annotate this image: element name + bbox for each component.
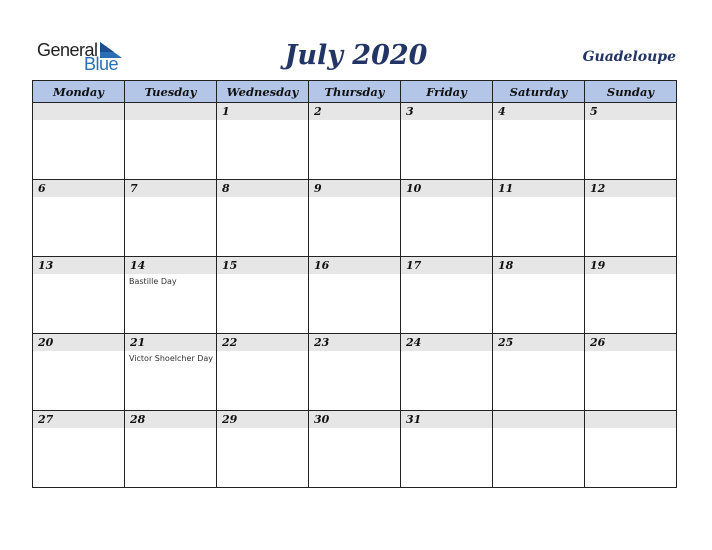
day-number-band: [125, 411, 216, 428]
day-cell: [217, 103, 309, 180]
day-cell: [401, 180, 493, 257]
day-cell: [309, 334, 401, 411]
day-number-band: [401, 334, 492, 351]
day-cell: [217, 180, 309, 257]
day-number-band: [585, 411, 676, 428]
day-cell: [33, 103, 125, 180]
day-cell: [125, 411, 217, 488]
day-number: 27: [38, 413, 54, 426]
day-cell: [125, 180, 217, 257]
day-cell: [585, 334, 677, 411]
day-number-band: [585, 103, 676, 120]
day-cell: [125, 103, 217, 180]
week-row: [33, 257, 677, 334]
week-row: [33, 334, 677, 411]
day-number: 8: [222, 182, 230, 195]
day-number: 20: [38, 336, 54, 349]
day-number: 31: [406, 413, 422, 426]
day-number: 3: [406, 105, 414, 118]
week-row: [33, 103, 677, 180]
day-cell: [585, 180, 677, 257]
weekday-header: Monday: [33, 81, 125, 103]
day-number: 17: [406, 259, 422, 272]
day-number-band: [309, 411, 400, 428]
day-number-band: [125, 334, 216, 351]
day-cell: [585, 257, 677, 334]
day-cell: [125, 257, 217, 334]
day-cell: [309, 257, 401, 334]
day-number: 15: [222, 259, 238, 272]
day-number-band: [585, 334, 676, 351]
day-number: 18: [498, 259, 514, 272]
weekday-header: Thursday: [309, 81, 401, 103]
weekday-header: Friday: [401, 81, 493, 103]
day-number-band: [125, 103, 216, 120]
holiday-label: Bastille Day: [129, 277, 177, 286]
day-number-band: [217, 103, 308, 120]
day-number: 6: [38, 182, 46, 195]
day-cell: [401, 257, 493, 334]
day-cell: [493, 180, 585, 257]
day-number-band: [33, 180, 124, 197]
logo-word-general: General: [37, 40, 98, 60]
day-number-band: [585, 257, 676, 274]
day-cell: [33, 411, 125, 488]
day-number-band: [309, 103, 400, 120]
day-cell: [217, 334, 309, 411]
weekday-header: Saturday: [493, 81, 585, 103]
day-number: 22: [222, 336, 238, 349]
day-cell: [493, 257, 585, 334]
day-cell: [33, 257, 125, 334]
day-cell: [401, 103, 493, 180]
day-cell: [585, 411, 677, 488]
day-number: 13: [38, 259, 54, 272]
day-cell: [125, 334, 217, 411]
day-number-band: [217, 180, 308, 197]
day-number: 24: [406, 336, 422, 349]
week-row: [33, 180, 677, 257]
day-cell: [309, 103, 401, 180]
weekday-header: Tuesday: [125, 81, 217, 103]
day-number: 16: [314, 259, 330, 272]
day-number-band: [493, 180, 584, 197]
day-number: 19: [590, 259, 606, 272]
day-number-band: [401, 257, 492, 274]
day-number-band: [493, 411, 584, 428]
day-number: 9: [314, 182, 322, 195]
day-cell: [493, 334, 585, 411]
day-number: 5: [590, 105, 598, 118]
day-cell: [493, 411, 585, 488]
day-cell: [401, 334, 493, 411]
day-cell: [401, 411, 493, 488]
day-number-band: [125, 180, 216, 197]
day-number-band: [309, 334, 400, 351]
day-number-band: [493, 257, 584, 274]
holiday-label: Victor Shoelcher Day: [129, 354, 213, 363]
day-number-band: [401, 180, 492, 197]
day-number-band: [401, 103, 492, 120]
day-number-band: [33, 103, 124, 120]
logo-word-blue: Blue: [84, 54, 119, 74]
day-number-band: [401, 411, 492, 428]
day-number-band: [217, 334, 308, 351]
day-cell: [493, 103, 585, 180]
day-number-band: [309, 180, 400, 197]
day-number: 4: [498, 105, 506, 118]
day-cell: [217, 257, 309, 334]
day-number: 10: [406, 182, 422, 195]
day-cell: [33, 334, 125, 411]
day-number: 7: [130, 182, 138, 195]
page-title: July 2020: [284, 40, 428, 71]
country-name: Guadeloupe: [582, 49, 676, 65]
weekday-header-row: [33, 81, 677, 103]
day-number-band: [217, 257, 308, 274]
day-number-band: [125, 257, 216, 274]
weekday-header: Wednesday: [217, 81, 309, 103]
day-number: 14: [130, 259, 146, 272]
day-number: 2: [314, 105, 322, 118]
week-row: [33, 411, 677, 488]
day-cell: [309, 411, 401, 488]
day-number: 30: [314, 413, 330, 426]
day-cell: [309, 180, 401, 257]
day-cell: [33, 180, 125, 257]
day-number: 29: [222, 413, 238, 426]
day-number: 11: [498, 182, 514, 195]
day-number: 25: [498, 336, 514, 349]
day-number: 23: [314, 336, 330, 349]
day-number-band: [217, 411, 308, 428]
day-number-band: [33, 334, 124, 351]
weekday-header: Sunday: [585, 81, 677, 103]
day-number-band: [585, 180, 676, 197]
day-number: 26: [590, 336, 606, 349]
day-number-band: [33, 411, 124, 428]
day-number: 21: [130, 336, 146, 349]
calendar-grid: [32, 80, 677, 488]
day-number-band: [33, 257, 124, 274]
day-cell: [585, 103, 677, 180]
day-cell: [217, 411, 309, 488]
day-number: 12: [590, 182, 606, 195]
day-number: 28: [130, 413, 146, 426]
day-number-band: [493, 334, 584, 351]
day-number: 1: [222, 105, 230, 118]
day-number-band: [309, 257, 400, 274]
day-number-band: [493, 103, 584, 120]
